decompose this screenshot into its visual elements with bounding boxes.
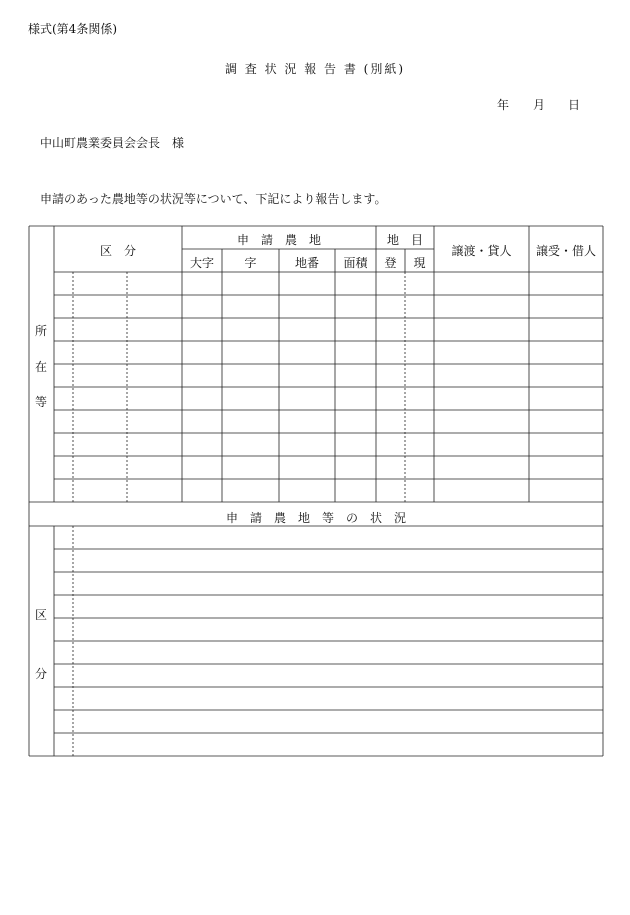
header-menseki: 面積 [343, 256, 368, 270]
header-chiban: 地番 [294, 256, 319, 270]
date-month-label: 月 [533, 98, 546, 112]
addressee: 中山町農業委員会会長 様 [40, 136, 185, 150]
header-registered-use: 登 [384, 256, 397, 270]
date-year-label: 年 [497, 98, 510, 112]
date-day-label: 日 [568, 98, 581, 112]
label-status-kubun-2: 分 [34, 667, 47, 681]
header-jouto-taijin: 譲渡・貸人 [451, 244, 512, 258]
header-aza: 字 [244, 256, 257, 270]
header-oaza: 大字 [189, 256, 214, 270]
header-current-use: 現 [413, 256, 426, 270]
status-section-heading: 申 請 農 地 等 の 状 況 [225, 511, 406, 525]
header-chimoku: 地 目 [386, 233, 423, 247]
label-shozai-1: 所 [34, 324, 47, 338]
header-kubun: 区 分 [99, 244, 136, 258]
form-reference: 様式(第4条関係) [28, 22, 117, 36]
header-juju-shakunin: 譲受・借人 [535, 244, 596, 258]
header-shinsei-nochi: 申 請 農 地 [236, 233, 321, 247]
label-status-kubun-1: 区 [34, 608, 47, 622]
intro-text: 申請のあった農地等の状況等について、下記により報告します。 [40, 192, 387, 206]
label-shozai-2: 在 [34, 360, 47, 374]
label-shozai-3: 等 [34, 395, 47, 409]
document-title: 調 査 状 況 報 告 書 (別紙) [224, 62, 406, 76]
